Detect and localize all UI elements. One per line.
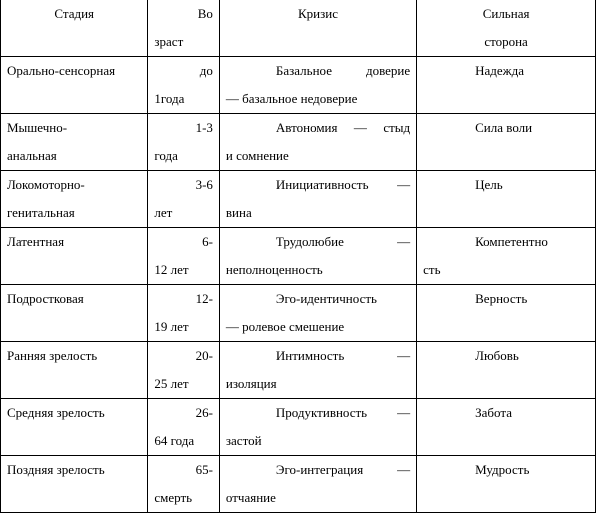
strength-cell [417, 342, 596, 399]
age-cell-line-2: лет [154, 205, 173, 220]
age-cell-line-2: 1года [154, 91, 185, 106]
table-row [1, 342, 596, 399]
crisis-cell [219, 228, 416, 285]
stage-cell-line-1: Локомоторно- [7, 177, 85, 192]
age-cell-line-1: до [199, 63, 213, 78]
strength-cell [417, 285, 596, 342]
stage-cell [1, 57, 148, 114]
age-cell-line-1: 3-6 [195, 177, 213, 192]
table-row [1, 114, 596, 171]
age-cell-line-1: 26- [195, 405, 213, 420]
header-crisis: Кризис [219, 0, 416, 57]
age-cell [148, 114, 220, 171]
table-row [1, 57, 596, 114]
age-cell [148, 57, 220, 114]
stage-cell-line-2: генитальная [7, 205, 75, 220]
crisis-cell [219, 285, 416, 342]
table-header-row [1, 0, 596, 57]
crisis-cell [219, 342, 416, 399]
strength-cell-line-1: Компетентно [475, 234, 548, 249]
age-cell-line-2: 12 лет [154, 262, 189, 277]
stage-cell [1, 399, 148, 456]
crisis-cell-line-1: Интимность — [275, 348, 411, 363]
stage-cell-line-1: Мышечно- [7, 120, 68, 135]
stage-cell-line-1: Латентная [7, 234, 65, 249]
stage-cell [1, 285, 148, 342]
strength-cell [417, 57, 596, 114]
crisis-cell-line-1: Эго-интеграция — [275, 462, 411, 477]
age-cell-line-1: 12- [195, 291, 213, 306]
stage-cell [1, 114, 148, 171]
age-cell [148, 285, 220, 342]
strength-cell-line-2: сть [423, 262, 441, 277]
stage-cell-line-1: Средняя зрелость [7, 405, 105, 420]
crisis-cell-line-1: Базальное доверие [275, 63, 411, 78]
header-strength [417, 0, 596, 57]
strength-cell-line-1: Цель [475, 177, 503, 192]
age-cell-line-1: 6- [202, 234, 213, 249]
strength-cell [417, 456, 596, 513]
stage-cell-line-1: Подростковая [7, 291, 84, 306]
crisis-cell-line-2: застой [225, 433, 262, 448]
crisis-cell-line-2: отчаяние [225, 490, 276, 505]
age-cell-line-2: года [154, 148, 178, 163]
stage-cell [1, 456, 148, 513]
age-cell-line-2: 64 года [154, 433, 195, 448]
stage-cell-line-1: Поздняя зрелость [7, 462, 105, 477]
age-cell-line-2: 19 лет [154, 319, 189, 334]
strength-cell [417, 399, 596, 456]
strength-cell-line-1: Верность [475, 291, 528, 306]
table-row [1, 285, 596, 342]
crisis-cell-line-1: Трудолюбие — [275, 234, 411, 249]
age-cell-line-1: 65- [195, 462, 213, 477]
stage-cell-line-2: анальная [7, 148, 57, 163]
strength-cell [417, 114, 596, 171]
strength-cell-line-1: Надежда [475, 63, 525, 78]
table-body [1, 57, 596, 513]
table-row [1, 228, 596, 285]
stage-cell [1, 342, 148, 399]
age-cell [148, 399, 220, 456]
header-age-top: Во [197, 6, 213, 21]
crisis-cell-line-1: Инициативность — [275, 177, 411, 192]
age-cell-line-2: смерть [154, 490, 193, 505]
crisis-cell-line-2: — ролевое смешение [225, 319, 345, 334]
table-row [1, 399, 596, 456]
crisis-cell-line-1: Продуктивность — [275, 405, 411, 420]
age-cell-line-1: 1-3 [195, 120, 213, 135]
stage-cell [1, 228, 148, 285]
crisis-cell-line-1: Эго-идентичность [275, 291, 377, 306]
crisis-cell-line-2: — базальное недоверие [225, 91, 358, 106]
table-row [1, 456, 596, 513]
age-cell [148, 171, 220, 228]
age-cell [148, 342, 220, 399]
header-age [148, 0, 220, 57]
header-strength-top: Сильная [482, 6, 530, 21]
age-cell [148, 456, 220, 513]
stage-cell [1, 171, 148, 228]
crisis-cell [219, 456, 416, 513]
crisis-cell [219, 171, 416, 228]
crisis-cell-line-2: неполноценность [225, 262, 323, 277]
strength-cell-line-1: Сила воли [475, 120, 533, 135]
crisis-cell-line-2: изоляция [225, 376, 277, 391]
strength-cell-line-1: Забота [475, 405, 512, 420]
crisis-cell-line-2: и сомнение [225, 148, 289, 163]
crisis-cell-line-1: Автономия — стыд [275, 120, 411, 135]
header-strength-bottom: сторона [484, 34, 528, 49]
strength-cell-line-1: Мудрость [475, 462, 530, 477]
table-row [1, 171, 596, 228]
crisis-cell [219, 399, 416, 456]
age-cell-line-1: 20- [195, 348, 213, 363]
header-stage: Стадия [1, 0, 148, 57]
age-cell [148, 228, 220, 285]
age-cell-line-2: 25 лет [154, 376, 189, 391]
strength-cell [417, 171, 596, 228]
crisis-cell [219, 57, 416, 114]
crisis-cell [219, 114, 416, 171]
stage-cell-line-1: Орально-сенсорная [7, 63, 116, 78]
header-age-bottom: зраст [154, 34, 184, 49]
crisis-cell-line-2: вина [225, 205, 252, 220]
stage-cell-line-1: Ранняя зрелость [7, 348, 98, 363]
strength-cell [417, 228, 596, 285]
strength-cell-line-1: Любовь [475, 348, 519, 363]
